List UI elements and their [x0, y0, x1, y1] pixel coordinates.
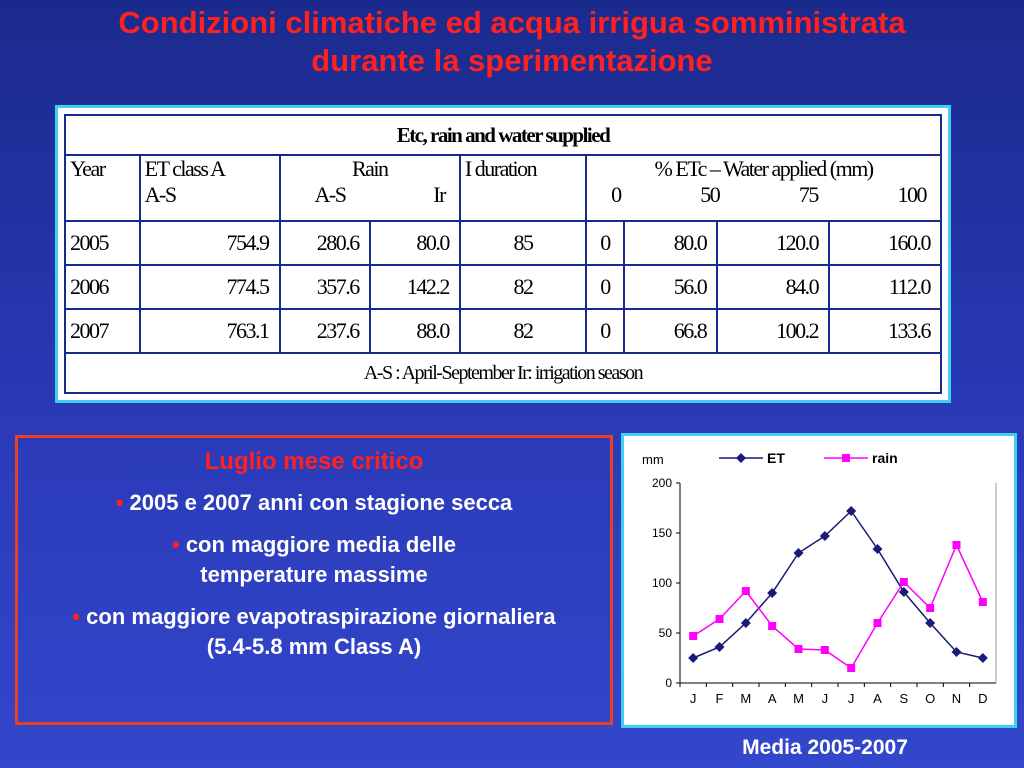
cell-w75: 84.0 — [717, 265, 829, 309]
table-header-row — [65, 155, 941, 221]
header-et-line1: ET class A — [144, 156, 225, 181]
data-point-rain — [716, 615, 724, 623]
table-row — [65, 265, 941, 309]
x-tick-label: J — [689, 691, 697, 706]
legend-label-et: ET — [767, 450, 785, 466]
cell-w75: 100.2 — [717, 309, 829, 353]
bullet-text: con maggiore media delle temperature massime — [185, 532, 456, 587]
cell-w100: 160.0 — [829, 221, 941, 265]
notes-bullet — [18, 488, 610, 518]
bullet-text: con maggiore evapotraspirazione giornaliera (5.4-5.8 mm Class A) — [86, 604, 556, 659]
header-etc-level: 100 — [897, 182, 926, 207]
data-point-rain — [900, 578, 908, 586]
x-tick-label: M — [793, 691, 804, 706]
data-point-rain — [742, 587, 750, 595]
x-tick-label: N — [951, 691, 962, 706]
cell-w100: 133.6 — [829, 309, 941, 353]
header-rain-as: A-S — [314, 182, 346, 207]
x-tick-label: J — [821, 691, 829, 706]
y-tick-label: 100 — [651, 576, 672, 590]
cell-rain-ir: 142.2 — [370, 265, 460, 309]
cell-w0: 0 — [586, 221, 624, 265]
cell-rain-ir: 80.0 — [370, 221, 460, 265]
cell-w100: 112.0 — [829, 265, 941, 309]
header-et — [140, 155, 280, 221]
data-point-rain — [795, 645, 803, 653]
cell-rain-ir: 88.0 — [370, 309, 460, 353]
notes-bullet — [18, 530, 610, 590]
cell-year: 2006 — [65, 265, 140, 309]
legend-marker-et — [736, 453, 746, 463]
x-tick-label: A — [767, 691, 777, 706]
data-point-rain — [768, 622, 776, 630]
x-tick-label: J — [847, 691, 855, 706]
cell-w50: 56.0 — [624, 265, 718, 309]
header-etc-level: 50 — [700, 182, 720, 207]
header-etc-level: 75 — [798, 182, 818, 207]
header-rain-ir: Ir — [433, 182, 445, 207]
cell-year: 2007 — [65, 309, 140, 353]
legend-label-rain: rain — [872, 450, 898, 466]
x-tick-label: D — [978, 691, 988, 706]
cell-rain-as: 237.6 — [280, 309, 370, 353]
title-line-1: Condizioni climatiche ed acqua irrigua somministrata — [118, 5, 906, 40]
header-etc — [586, 155, 941, 221]
cell-et: 763.1 — [140, 309, 280, 353]
cell-et: 774.5 — [140, 265, 280, 309]
data-point-rain — [926, 604, 934, 612]
cell-rain-as: 280.6 — [280, 221, 370, 265]
cell-w50: 80.0 — [624, 221, 718, 265]
chart-frame — [621, 433, 1017, 728]
data-point-rain — [979, 598, 987, 606]
notes-box — [15, 435, 613, 725]
y-tick-label: 0 — [665, 676, 672, 690]
data-point-et — [873, 544, 883, 554]
cell-iduration: 85 — [460, 221, 586, 265]
header-iduration: I duration — [460, 155, 586, 221]
chart-caption: Media 2005-2007 — [742, 736, 908, 759]
x-tick-label: O — [925, 691, 936, 706]
header-rain-line1: Rain — [351, 156, 388, 181]
data-point-rain — [953, 541, 961, 549]
data-point-rain — [847, 664, 855, 672]
header-etc-level: 0 — [611, 182, 621, 207]
y-tick-label: 200 — [651, 476, 672, 490]
data-table-frame — [55, 105, 951, 403]
cell-et: 754.9 — [140, 221, 280, 265]
cell-rain-as: 357.6 — [280, 265, 370, 309]
cell-w75: 120.0 — [717, 221, 829, 265]
table-caption: Etc, rain and water supplied — [65, 115, 941, 155]
header-rain — [280, 155, 460, 221]
bullet-dot: • — [72, 604, 81, 629]
y-tick-label: 150 — [651, 526, 672, 540]
bullet-dot: • — [171, 532, 180, 557]
legend-marker-rain — [842, 454, 850, 462]
cell-w0: 0 — [586, 309, 624, 353]
data-point-rain — [821, 646, 829, 654]
data-point-et — [688, 653, 698, 663]
title-line-2: durante la sperimentazione — [311, 43, 713, 78]
slide-title — [0, 4, 1024, 80]
cell-year: 2005 — [65, 221, 140, 265]
header-etc-line1: % ETc – Water applied (mm) — [654, 156, 873, 181]
notes-heading: Luglio mese critico — [204, 448, 424, 475]
bullet-dot: • — [115, 490, 124, 515]
table-row — [65, 309, 941, 353]
cell-w0: 0 — [586, 265, 624, 309]
series-line-rain — [693, 545, 983, 668]
x-tick-label: F — [715, 691, 724, 706]
x-tick-label: M — [740, 691, 752, 706]
header-year: Year — [65, 155, 140, 221]
y-axis-label: mm — [642, 452, 664, 467]
table-footnote: A-S : April-September Ir: irrigation season — [65, 353, 941, 393]
data-table — [64, 114, 942, 394]
y-tick-label: 50 — [658, 626, 672, 640]
x-tick-label: A — [873, 691, 882, 706]
bullet-text: 2005 e 2007 anni con stagione secca — [129, 490, 513, 515]
header-et-line2: A-S — [144, 182, 176, 207]
cell-w50: 66.8 — [624, 309, 718, 353]
x-tick-label: S — [899, 691, 909, 706]
cell-iduration: 82 — [460, 309, 586, 353]
data-point-rain — [689, 632, 697, 640]
notes-bullet — [18, 602, 610, 662]
data-point-et — [794, 548, 804, 558]
data-point-et — [978, 653, 988, 663]
data-point-rain — [874, 619, 882, 627]
table-row — [65, 221, 941, 265]
line-chart — [624, 436, 1014, 725]
cell-iduration: 82 — [460, 265, 586, 309]
